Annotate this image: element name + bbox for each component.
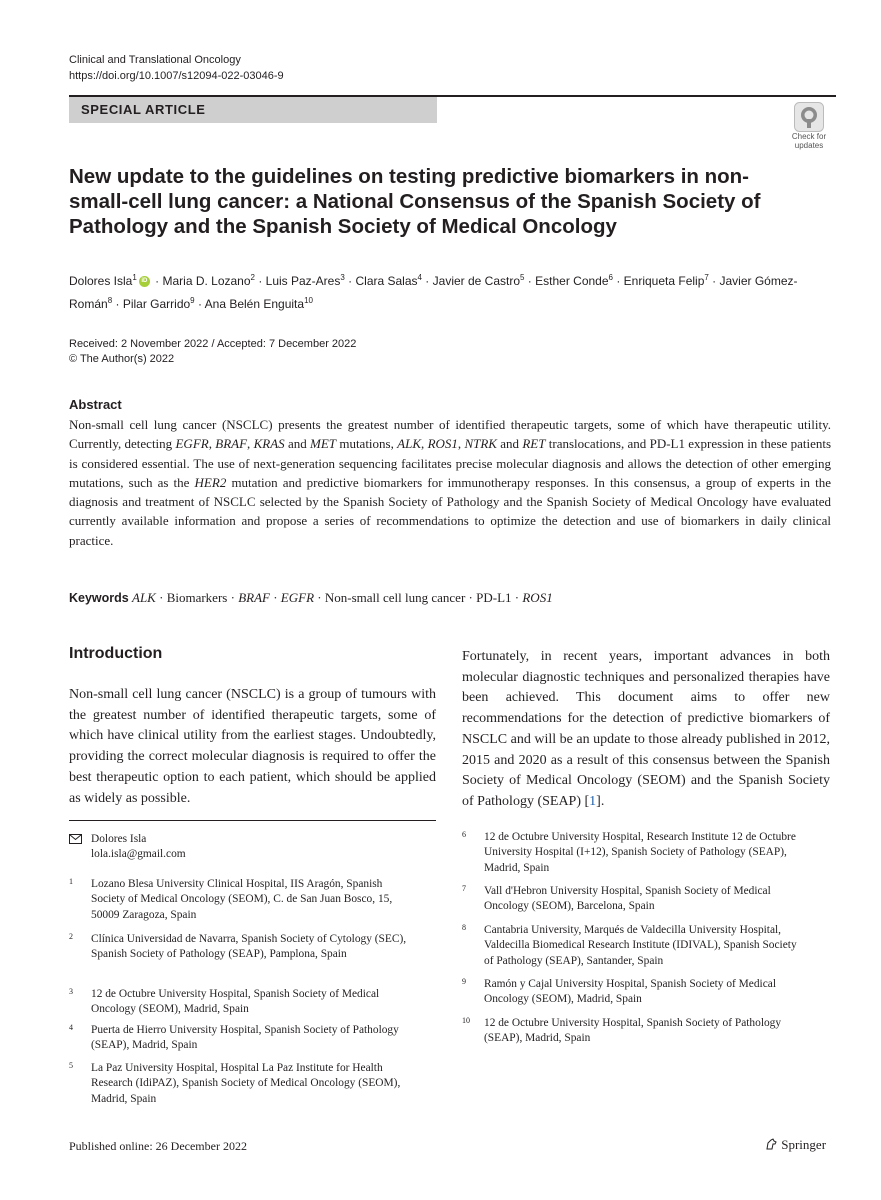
author-affiliation-number: 5 [520,273,525,282]
abstract-segment: and [496,436,523,452]
author-name: Enriqueta Felip [623,274,705,288]
gene-name: KRAS [253,436,285,452]
gene-name: RET [522,436,546,452]
author-affiliation-number: 10 [304,296,313,305]
check-updates-line1: Check for [791,132,827,141]
author [266,274,345,288]
received-accepted: Received: 2 November 2022 / Accepted: 7 December 2022 [69,338,357,350]
author [355,274,421,288]
abstract-segment: mutations, [336,436,398,452]
abstract-segment: Non-small cell lung cancer (NSCLC) presents the greatest number of identified therapeutic targets, some of which have therapeutic utility. Currently, detecting [69,417,831,452]
gene-name: ALK [397,436,421,452]
affiliation-number: 4 [69,1023,73,1032]
publisher-logo [764,1137,826,1153]
keyword: ROS1 [522,590,553,605]
intro-right-end: ]. [596,793,605,809]
author-name: Pilar Garrido [122,297,191,311]
author [162,274,255,288]
gene-name: BRAF [215,436,248,452]
abstract-segment: mutation and predictive biomarkers for immunotherapy responses. In this consensus, a group of experts in the diagnosis and treatment of NSCLC selected by the Spanish Society of Pathology and the Spanish Society of Medical Oncology have evaluated currently available information and propose a series of recommendations to optimize the detection and use of biomarkers in daily clinical practice. [69,474,831,548]
intro-left-paragraph: Non-small cell lung cancer (NSCLC) is a group of tumours with the greatest number of identified therapeutic targets, some of which have clinical utility from the earliest stages. Undoubtedly, providing the correct molecular diagnosis is required to offer the best therapeutic option to each patient, which should be applied as widely as possible. [69,687,436,806]
affiliation-number: 7 [462,884,466,893]
article-dates [69,337,356,367]
introduction-heading: Introduction [69,645,163,662]
author-name: Clara Salas [355,274,418,288]
affiliation-number: 1 [69,877,73,886]
author [433,274,525,288]
springer-horse-icon [764,1137,778,1151]
correspondence [69,832,436,863]
author-name: Ana Belén Enguita [204,297,305,311]
correspondence-name: Dolores Isla [91,833,147,845]
keywords-list: ALK · Biomarkers · BRAF · EGFR · Non-small cell lung cancer · PD-L1 · ROS1 [132,590,553,605]
author [205,297,313,311]
doi-link[interactable]: https://doi.org/10.1007/s12094-022-03046-9 [69,70,284,82]
affiliation-number: 3 [69,987,73,996]
abstract-segment: and [284,436,311,452]
publisher-name: Springer [781,1137,827,1152]
abstract-segment: , [208,436,216,452]
author-name: Javier de Castro [432,274,521,288]
keyword: Non-small cell lung cancer [324,590,466,605]
abstract-heading: Abstract [69,397,122,412]
affiliations-right [462,830,802,1060]
author-affiliation-number: 6 [608,273,613,282]
affiliation-text: Cantabria University, Marqués de Valdecilla University Hospital, Valdecilla Biomedical Research Institute (IDIVAL), Spanish Society of Pathology (SEAP), Santander, Spain [484,924,797,967]
author-list: Dolores Isla$^1$ iD · Maria D. Lozano$^2$ · Luis Paz-Ares$^3$ · Clara Salas$^4$ · Javier de Castro$^5$ · Esther Conde$^6$ · Enriqueta Felip$^7$ · Javier Gómez-Román$^8$ · Pilar Garrido$^9$ · Ana Belén Enguita$^{10}$ [69,273,798,311]
author-name: Maria D. Lozano [162,274,251,288]
article-type-banner: SPECIAL ARTICLE [69,97,437,123]
journal-header [69,52,284,84]
affiliation-number: 5 [69,1061,73,1070]
abstract-segment: , [421,436,428,452]
keyword: Biomarkers [166,590,228,605]
orcid-icon[interactable]: iD [139,276,150,287]
keywords-heading: Keywords [69,591,129,605]
affiliation-number: 2 [69,932,73,941]
abstract-segment: , [457,436,465,452]
gene-name: EGFR [175,436,209,452]
abstract-segment: translocations, and PD-L1 expression in these patients is considered essential. The use of next-generation sequencing facilitates precise molecular diagnosis and allows the detection of other emerging mutations, such as the [69,436,832,490]
affiliation-text: Puerta de Hierro University Hospital, Spanish Society of Pathology (SEAP), Madrid, Spain [91,1024,399,1052]
author-affiliation-number: 1 [132,273,137,282]
correspondence-email[interactable]: lola.isla@gmail.com [91,848,186,861]
keywords-line [69,589,831,607]
author [624,274,709,288]
affiliation-text: Clínica Universidad de Navarra, Spanish Society of Cytology (SEC), Spanish Society of Pathology (SEAP), Pamplona, Spain [91,933,407,961]
journal-name: Clinical and Translational Oncology [69,54,241,66]
author-affiliation-number: 3 [340,273,345,282]
author-name: Esther Conde [535,274,609,288]
author-affiliation-number: 8 [107,296,113,305]
gene-name: MET [310,436,337,452]
gene-name: ROS1 [427,436,458,452]
author-affiliation-number: 7 [704,273,709,282]
copyright: © The Author(s) 2022 [69,353,175,365]
gene-name: NTRK [464,436,497,452]
keyword: PD-L1 [476,590,512,605]
keyword: BRAF [238,590,270,605]
author-affiliation-number: 4 [417,273,422,282]
affiliation-text: La Paz University Hospital, Hospital La Paz Institute for Health Research (IdiPAZ), Spanish Society of Medical Oncology (SEOM), Madrid, Spain [91,1062,401,1105]
author-name: Javier Gómez-Román [69,274,798,311]
author-name: Dolores Isla [69,274,133,288]
check-for-updates-badge[interactable] [786,102,832,148]
affiliation-text: Ramón y Cajal University Hospital, Spanish Society of Medical Oncology (SEOM), Madrid, Spain [484,978,777,1006]
affiliation-number: 9 [462,977,466,986]
intro-right-text: Fortunately, in recent years, important advances in both molecular diagnostic techniques and personalized therapies have been achieved. This document aims to offer new recommendations for the detection of predictive biomarkers of NSCLC and will be an update to those already published in 2012, 2015 and 2020 as a result of this consensus between the Spanish Society of Medical Oncology (SEOM) and the Spanish Society of Pathology (SEAP) [ [462,649,830,809]
abstract-text [69,415,831,550]
affiliation-number: 6 [462,830,466,839]
author-affiliation-number: 9 [190,296,195,305]
author [123,297,195,311]
envelope-icon [69,834,82,844]
published-online: Published online: 26 December 2022 [69,1139,247,1153]
affiliation-text: Lozano Blesa University Clinical Hospital, IIS Aragón, Spanish Society of Medical Oncology (SEOM), C. de San Juan Bosco, 15, 50009 Zaragoza, Spain [91,878,393,921]
author-affiliation-number: 2 [250,273,255,282]
affiliations-left [69,877,409,1117]
affiliation-text: 12 de Octubre University Hospital, Spanish Society of Pathology (SEAP), Madrid, Spain [484,1017,782,1045]
author [535,274,613,288]
author-name: Luis Paz-Ares [265,274,341,288]
affiliation-text: 12 de Octubre University Hospital, Research Institute 12 de Octubre University Hospital (I+12), Spanish Society of Pathology (SEAP), Madrid, Spain [484,831,796,874]
keyword: ALK [132,590,156,605]
affiliation-text: Vall d'Hebron University Hospital, Spanish Society of Medical Oncology (SEOM), Barcelona, Spain [484,885,771,913]
intro-right-paragraph [462,647,830,813]
footnote-rule [69,820,436,821]
affiliation-text: 12 de Octubre University Hospital, Spanish Society of Medical Oncology (SEOM), Madrid, Spain [91,988,380,1016]
article-title: New update to the guidelines on testing predictive biomarkers in non-small-cell lung cancer: a National Consensus of the Spanish Society of Pathology and the Spanish Society of Medical Oncology [69,165,761,238]
check-updates-icon [794,102,824,132]
author [69,274,152,288]
keyword: EGFR [280,590,315,605]
abstract-segment: , [247,436,254,452]
affiliation-number: 10 [462,1016,470,1025]
affiliation-number: 8 [462,923,466,932]
gene-name: HER2 [194,474,227,490]
reference-link[interactable]: 1 [589,793,597,809]
check-updates-line2: updates [794,141,824,150]
